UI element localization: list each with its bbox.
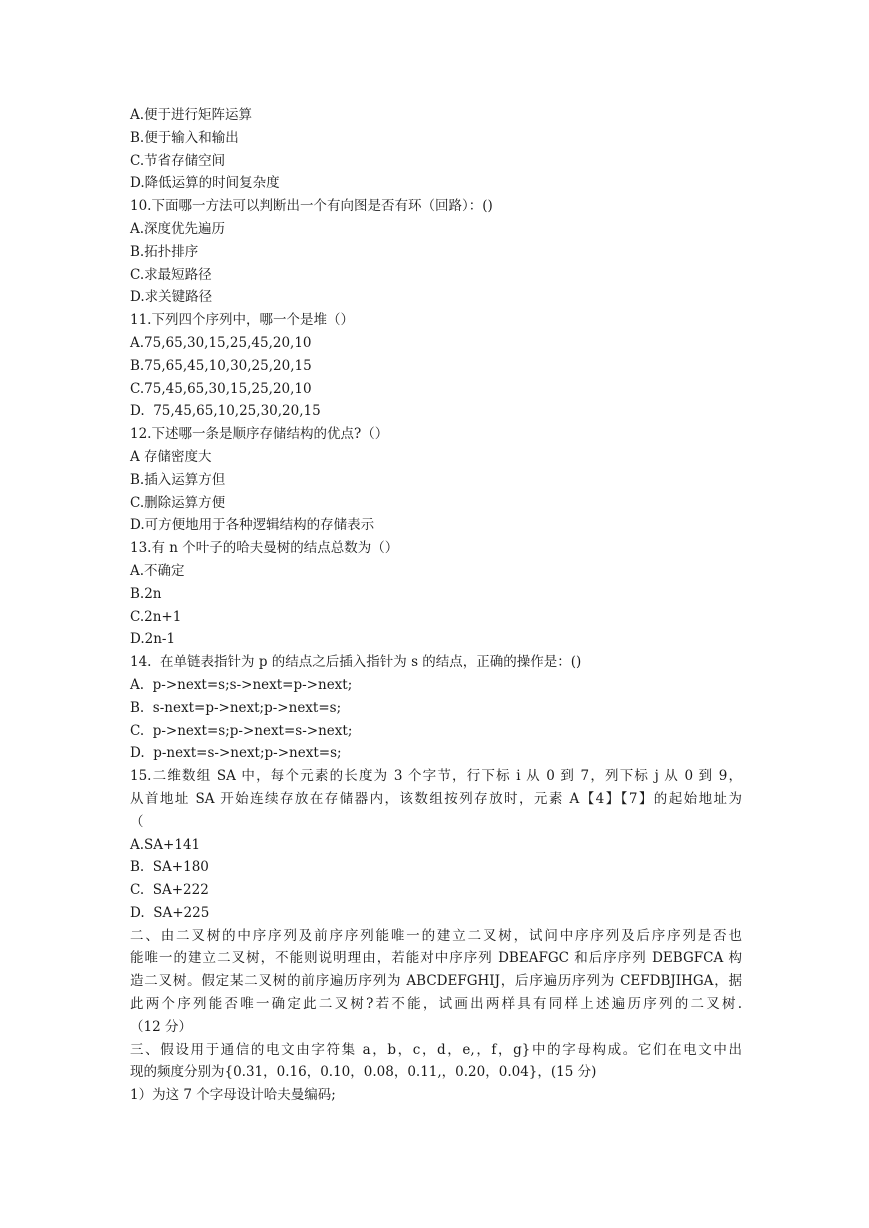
text-line: 造二叉树。假定某二叉树的前序遍历序列为 ABCDEFGHIJ，后序遍历序列为 CEFDBJIHGA，据	[130, 973, 742, 990]
question-11-title: 11.下列四个序列中，哪一个是堆（）	[130, 312, 354, 329]
text-line: B. s-next=p->next;p->next=s;	[130, 699, 342, 716]
text-line: A 存储密度大	[130, 448, 212, 465]
text-line: C.75,45,65,30,15,25,20,10	[130, 380, 312, 397]
document-page	[130, 104, 742, 1107]
text-line: D. 75,45,65,10,25,30,20,15	[130, 403, 321, 420]
text-line: 1）为这 7 个字母设计哈夫曼编码;	[130, 1087, 336, 1104]
question-15-title: 15.二维数组 SA 中，每个元素的长度为 3 个字节，行下标 i 从 0 到 7，列下标 j 从 0 到 9，	[130, 768, 742, 785]
section-2-title: 二、由二叉树的中序序列及前序序列能唯一的建立二叉树，试问中序序列及后序序列是否也	[130, 927, 742, 944]
text-line: B. SA+180	[130, 859, 209, 876]
question-10-title: 10.下面哪一方法可以判断出一个有向图是否有环（回路）：()	[130, 198, 493, 215]
text-line: D. p-next=s->next;p->next=s;	[130, 745, 342, 762]
text-line: 能唯一的建立二叉树，不能则说明理由，若能对中序序列 DBEAFGC 和后序序列 DEBGFCA 构	[130, 950, 742, 967]
text-line: A.深度优先遍历	[130, 220, 226, 237]
text-line: D.2n-1	[130, 631, 176, 648]
text-line: D.可方便地用于各种逻辑结构的存储表示	[130, 517, 375, 534]
text-line: B.插入运算方但	[130, 471, 226, 488]
text-line: D. SA+225	[130, 904, 210, 921]
question-12-title: 12.下述哪一条是顺序存储结构的优点?（）	[130, 426, 389, 443]
question-13-title: 13.有 n 个叶子的哈夫曼树的结点总数为（）	[130, 540, 399, 557]
text-line: 现的频度分别为{0.31，0.16，0.10，0.08，0.11,，0.20，0.04}，(15 分)	[130, 1064, 597, 1081]
section-3-title: 三、假设用于通信的电文由字符集 a，b，c，d，e,，f，g}中的字母构成。它们在电文中出	[130, 1041, 742, 1058]
text-line: C.节省存储空间	[130, 152, 226, 169]
text-line: C. p->next=s;p->next=s->next;	[130, 722, 353, 739]
text-line: B.2n	[130, 585, 162, 602]
text-line: （12 分）	[130, 1018, 192, 1035]
text-line: A.SA+141	[130, 836, 201, 853]
text-line: B.75,65,45,10,30,25,20,15	[130, 357, 312, 374]
text-line: C.删除运算方便	[130, 494, 226, 511]
text-line: A.不确定	[130, 562, 185, 579]
text-line: D.求关键路径	[130, 289, 213, 306]
text-line: A.便于进行矩阵运算	[130, 107, 253, 123]
text-line: A. p->next=s;s->next=p->next;	[130, 676, 353, 693]
text-line: 从首地址 SA 开始连续存放在存储器内，该数组按列存放时，元素 A【4】【7】的起始地址为	[130, 790, 742, 807]
text-line: A.75,65,30,15,25,45,20,10	[130, 334, 312, 351]
text-line: B.便于输入和输出	[130, 129, 239, 146]
text-line: 此两个序列能否唯一确定此二叉树?若不能，试画出两样具有同样上述遍历序列的二叉树.	[130, 996, 742, 1013]
text-line: C. SA+222	[130, 882, 209, 899]
text-line: C.求最短路径	[130, 266, 212, 283]
text-line: C.2n+1	[130, 608, 182, 625]
text-line: B.拓扑排序	[130, 243, 199, 260]
text-line: D.降低运算的时间复杂度	[130, 175, 280, 192]
question-14-title: 14. 在单链表指针为 p 的结点之后插入指针为 s 的结点，正确的操作是：()	[130, 654, 582, 671]
text-line: （	[130, 813, 144, 830]
